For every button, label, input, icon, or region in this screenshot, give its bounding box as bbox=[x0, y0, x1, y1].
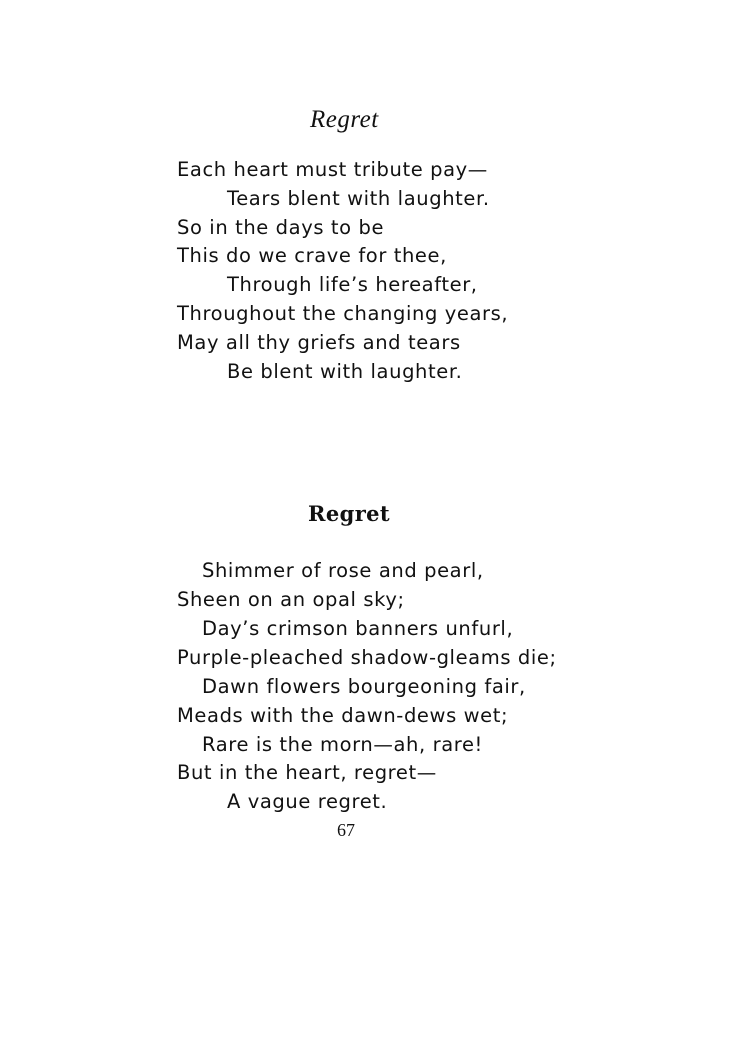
poem1-line-1: Each heart must tribute pay— bbox=[177, 158, 488, 181]
poem2-line-8: But in the heart, regret— bbox=[177, 761, 437, 784]
poem1-line-3: So in the days to be bbox=[177, 216, 385, 239]
poem2-line-5: Dawn flowers bourgeoning fair, bbox=[202, 675, 526, 698]
poem1-line-6: Throughout the changing years, bbox=[177, 302, 509, 325]
poem2-line-3: Day’s crimson banners unfurl, bbox=[202, 617, 514, 640]
page-number: 67 bbox=[337, 820, 355, 840]
poem2-title: Regret bbox=[308, 501, 391, 526]
poem2-line-1: Shimmer of rose and pearl, bbox=[202, 559, 484, 582]
poem2-line-2: Sheen on an opal sky; bbox=[177, 588, 405, 611]
poem1-line-7: May all thy griefs and tears bbox=[177, 331, 461, 354]
poem2-line-4: Purple-pleached shadow-gleams die; bbox=[177, 646, 557, 669]
poem2-line-6: Meads with the dawn-dews wet; bbox=[177, 704, 509, 727]
poem2-line-9: A vague regret. bbox=[227, 790, 388, 813]
poem1-line-4: This do we crave for thee, bbox=[177, 244, 447, 267]
poem1-line-8: Be blent with laughter. bbox=[227, 360, 463, 383]
poem1-line-5: Through life’s hereafter, bbox=[227, 273, 478, 296]
poem1-title: Regret bbox=[310, 106, 379, 133]
poem1-line-2: Tears blent with laughter. bbox=[227, 187, 490, 210]
poem2-line-7: Rare is the morn—ah, rare! bbox=[202, 733, 483, 756]
